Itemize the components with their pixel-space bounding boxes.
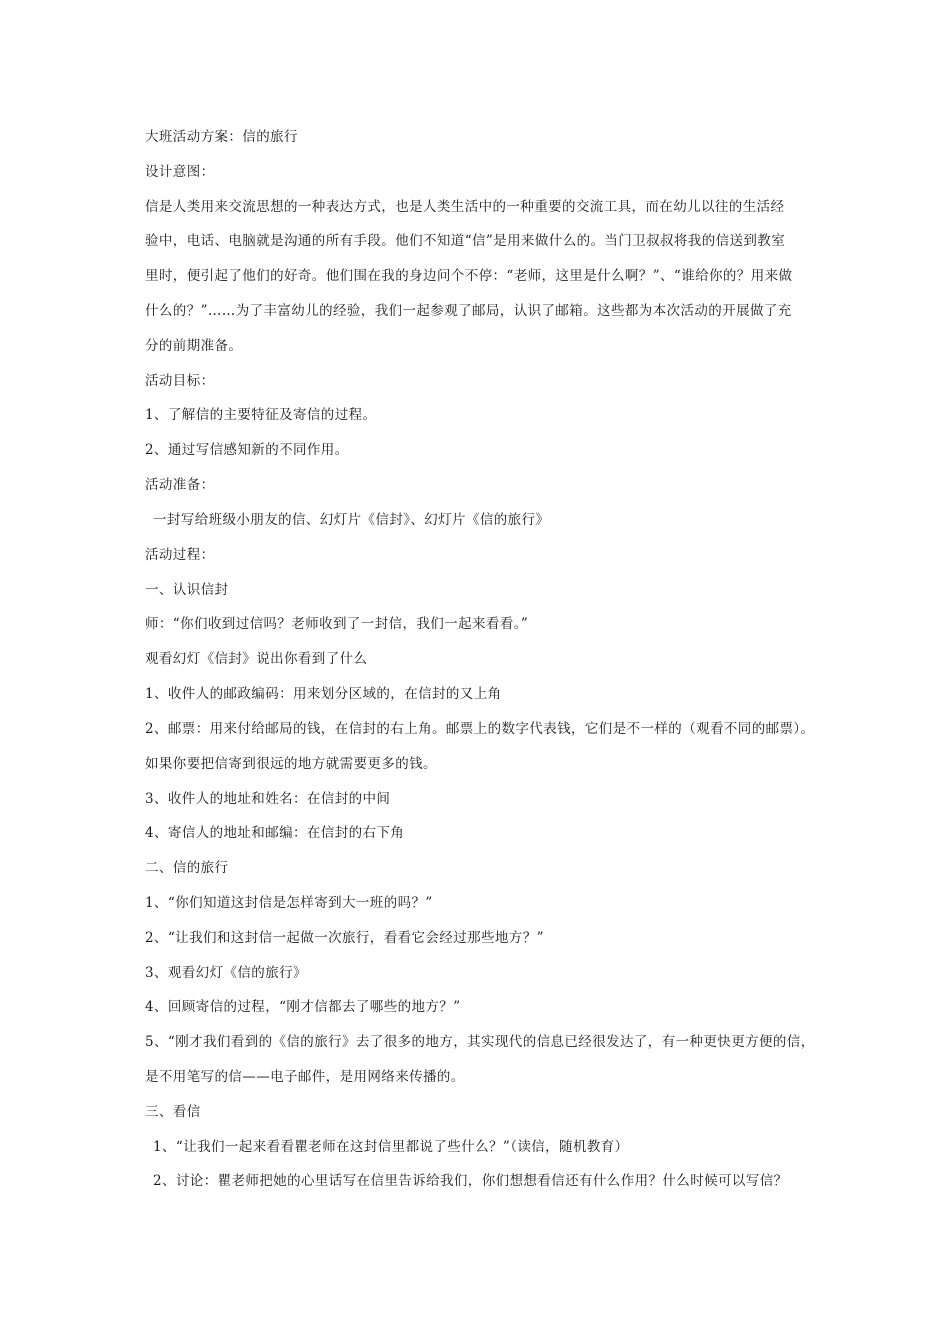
design-intent-line: 什么的？”……为了丰富幼儿的经验，我们一起参观了邮局，认识了邮箱。这些都为本次活动的开展做了充 (145, 303, 792, 319)
design-intent-heading: 设计意图： (145, 164, 215, 180)
process-heading: 活动过程： (145, 547, 215, 563)
section-line: 2、邮票：用来付给邮局的钱，在信封的右上角。邮票上的数字代表钱，它们是不一样的（观看不同的邮票）。 (145, 721, 815, 737)
section-line: 师：“你们收到过信吗？老师收到了一封信，我们一起来看看。” (145, 616, 529, 632)
section-line: 1、“让我们一起来看看瞿老师在这封信里都说了些什么？”（读信，随机教育） (153, 1139, 629, 1155)
prep-text: 一封写给班级小朋友的信、幻灯片《信封》、幻灯片《信的旅行》 (153, 512, 550, 528)
prep-heading: 活动准备： (145, 477, 215, 493)
section-line: 3、收件人的地址和姓名：在信封的中间 (145, 791, 391, 807)
design-intent-line: 信是人类用来交流思想的一种表达方式，也是人类生活中的一种重要的交流工具，而在幼儿以往的生活经 (145, 199, 785, 215)
section-heading: 三、看信 (145, 1104, 201, 1120)
section-line: 1、收件人的邮政编码：用来划分区域的，在信封的又上角 (145, 686, 502, 702)
section-line: 如果你要把信寄到很远的地方就需要更多的钱。 (145, 756, 437, 772)
section-line: 2、讨论：瞿老师把她的心里话写在信里告诉给我们，你们想想看信还有什么作用？什么时候可以写信？ (153, 1173, 788, 1189)
goal-item: 2、通过写信感知新的不同作用。 (145, 442, 349, 458)
section-heading: 一、认识信封 (145, 582, 229, 598)
section-heading: 二、信的旅行 (145, 860, 229, 876)
section-line: 1、“你们知道这封信是怎样寄到大一班的吗？” (145, 895, 433, 911)
section-line: 3、观看幻灯《信的旅行》 (145, 965, 307, 981)
section-line: 4、寄信人的地址和邮编：在信封的右下角 (145, 825, 405, 841)
section-line: 4、回顾寄信的过程，“刚才信都去了哪些的地方？” (145, 999, 461, 1015)
design-intent-line: 验中，电话、电脑就是沟通的所有手段。他们不知道“信”是用来做什么的。当门卫叔叔将我的信送到教室 (145, 233, 786, 249)
section-line: 2、“让我们和这封信一起做一次旅行，看看它会经过那些地方？” (145, 930, 544, 946)
section-line: 观看幻灯《信封》说出你看到了什么 (145, 651, 368, 667)
goals-heading: 活动目标： (145, 373, 215, 389)
goal-item: 1、了解信的主要特征及寄信的过程。 (145, 407, 377, 423)
section-line: 5、“刚才我们看到的《信的旅行》去了很多的地方，其实现代的信息已经很发达了，有一种更快更方便的信， (145, 1034, 815, 1050)
design-intent-line: 分的前期准备。 (145, 338, 243, 354)
document-title: 大班活动方案：信的旅行 (145, 129, 298, 145)
design-intent-line: 里时，便引起了他们的好奇。他们围在我的身边问个不停：“老师，这里是什么啊？”、“谁给你的？用来做 (145, 268, 793, 284)
section-line: 是不用笔写的信——电子邮件，是用网络来传播的。 (145, 1069, 465, 1085)
